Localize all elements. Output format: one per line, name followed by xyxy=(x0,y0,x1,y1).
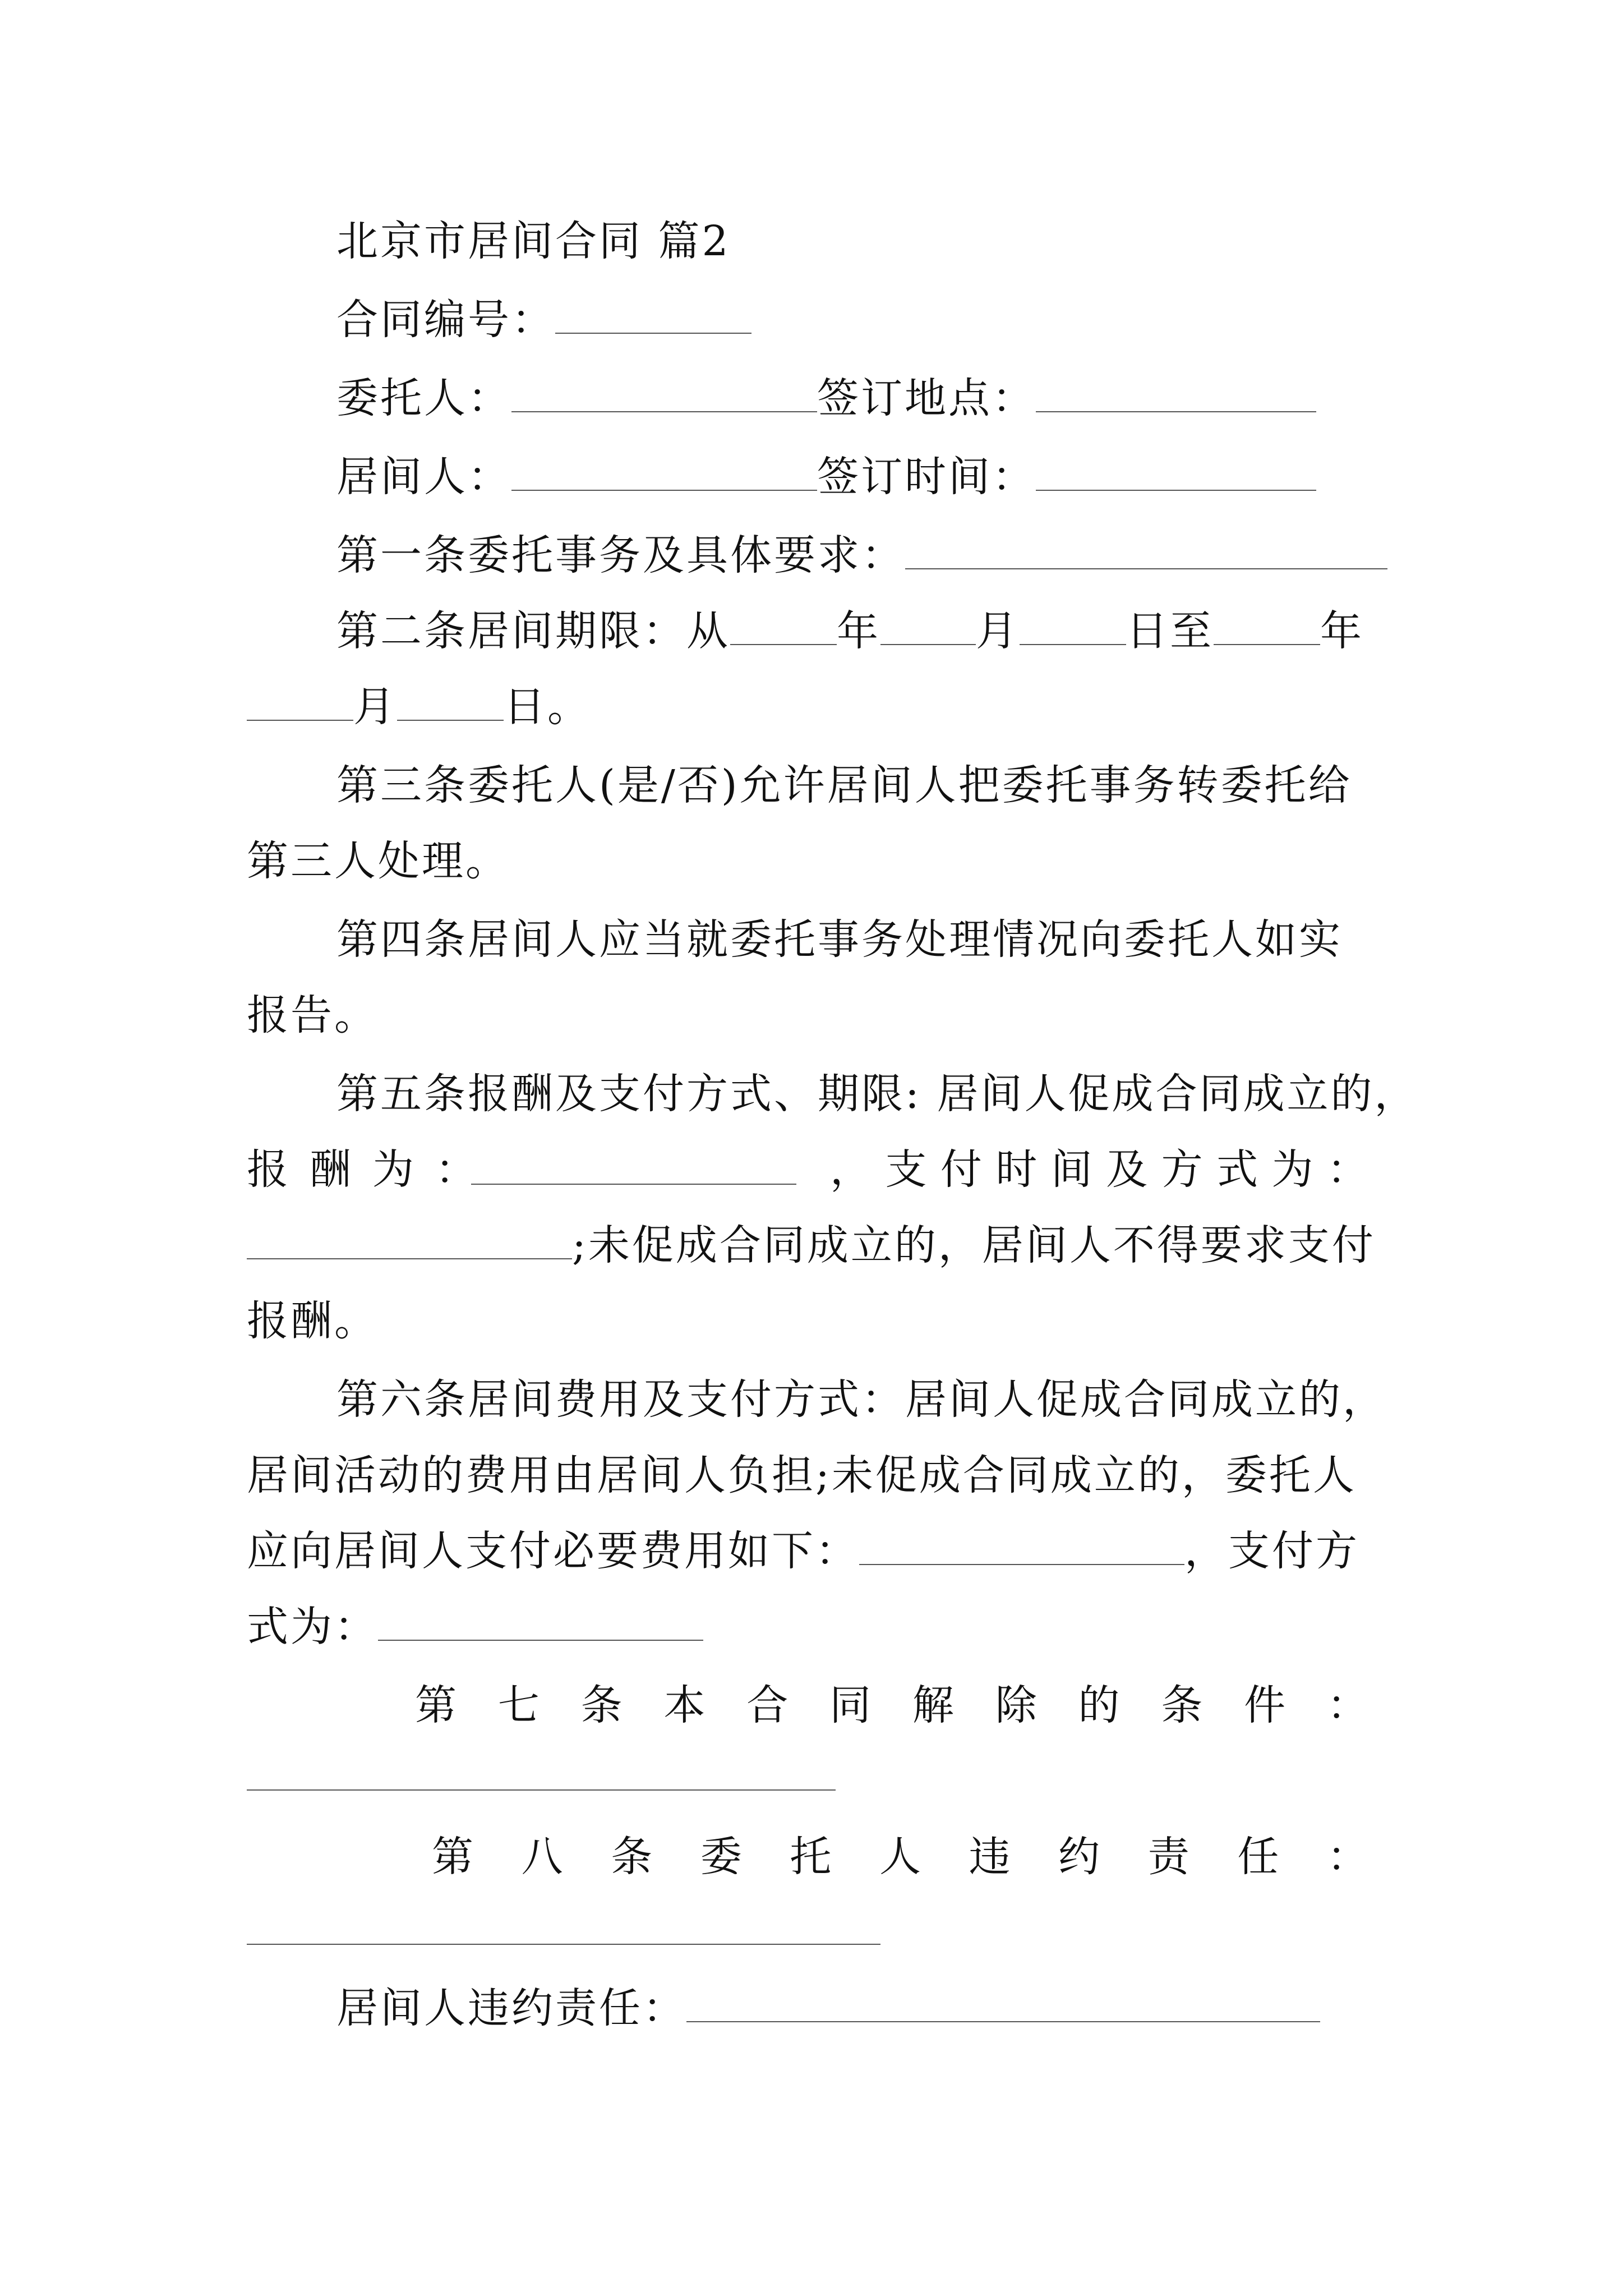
intermediary-blank[interactable] xyxy=(511,453,817,491)
start-month-blank[interactable] xyxy=(880,607,976,645)
char: 七 xyxy=(497,1681,540,1729)
end-day-blank[interactable] xyxy=(397,683,504,721)
char: 解 xyxy=(912,1681,954,1729)
char: 件 xyxy=(1244,1681,1286,1729)
article-4-line-1: 第四条居间人应当就委托事务处理情况向委托人如实 xyxy=(336,915,1343,964)
intermediary-liability-label: 居间人违约责任： xyxy=(336,1984,686,2032)
expense-payment-blank[interactable] xyxy=(378,1603,703,1641)
char: 及 xyxy=(1106,1145,1148,1194)
char: 条 xyxy=(580,1681,623,1729)
char: 条 xyxy=(1161,1681,1203,1729)
char: 支 xyxy=(885,1145,927,1194)
intermediary-liability-blank[interactable] xyxy=(686,1984,1320,2022)
article-5-line-2-tail xyxy=(830,1142,1368,1198)
year-label: 年 xyxy=(837,607,880,655)
article-6-line-4 xyxy=(247,1599,703,1655)
article-5-line-4: 报酬。 xyxy=(247,1297,378,1345)
char: 式 xyxy=(1216,1145,1258,1194)
end-month-blank[interactable] xyxy=(247,683,353,721)
char: 合 xyxy=(746,1681,789,1729)
end-year-blank[interactable] xyxy=(1214,607,1320,645)
article-1 xyxy=(336,527,1387,583)
article-2-line-2 xyxy=(247,679,591,735)
sign-time-label: 签订时间： xyxy=(817,453,1036,501)
char: 方 xyxy=(1161,1145,1203,1194)
article-6-line-1: 第六条居间费用及支付方式：居间人促成合同成立的， xyxy=(336,1375,1386,1424)
char: 本 xyxy=(663,1681,706,1729)
contract-number-line xyxy=(336,292,751,348)
article-1-text: 第一条委托事务及具体要求： xyxy=(336,531,905,579)
principal-line xyxy=(336,370,1316,426)
start-year-blank[interactable] xyxy=(730,607,837,645)
article-6-line-3-tail: ，支付方 xyxy=(1184,1527,1359,1575)
char: ： xyxy=(1326,1833,1368,1881)
article-2-line-1 xyxy=(336,603,1364,659)
char: ， xyxy=(830,1145,872,1194)
char: 违 xyxy=(969,1833,1011,1881)
day-to-label: 日至 xyxy=(1126,607,1214,655)
principal-blank[interactable] xyxy=(511,374,817,412)
char: 第 xyxy=(415,1681,457,1729)
char: ： xyxy=(1326,1681,1368,1729)
article-8-heading xyxy=(432,1829,1368,1885)
expense-blank[interactable] xyxy=(859,1527,1184,1565)
article-5-line-3 xyxy=(247,1217,1376,1273)
intermediary-liability-line xyxy=(336,1980,1320,2036)
char: 报 xyxy=(247,1145,288,1194)
article-5-line-1: 第五条报酬及支付方式、期限: 居间人促成合同成立的， xyxy=(336,1070,1418,1118)
sign-place-label: 签订地点： xyxy=(817,374,1036,422)
intermediary-label: 居间人： xyxy=(336,453,511,501)
article-1-blank[interactable] xyxy=(905,531,1387,569)
char: 为 xyxy=(1271,1145,1313,1194)
char: 责 xyxy=(1147,1833,1189,1881)
char: 为 xyxy=(372,1145,414,1194)
article-6-line-3-text: 应向居间人支付必要费用如下： xyxy=(247,1527,859,1575)
char: 托 xyxy=(790,1833,832,1881)
article-2-text: 第二条居间期限：从 xyxy=(336,607,730,655)
article-7-heading xyxy=(415,1677,1368,1733)
month-label: 月 xyxy=(976,607,1020,655)
end-day-label: 日。 xyxy=(504,683,591,731)
char: 委 xyxy=(700,1833,742,1881)
char: 除 xyxy=(995,1681,1037,1729)
char: 酬 xyxy=(310,1145,351,1194)
sign-place-blank[interactable] xyxy=(1036,374,1316,412)
char: 约 xyxy=(1058,1833,1100,1881)
end-month-label: 月 xyxy=(353,683,397,731)
char: 时 xyxy=(995,1145,1038,1194)
char: 人 xyxy=(879,1833,921,1881)
end-year-label: 年 xyxy=(1320,607,1364,655)
termination-conditions-blank[interactable] xyxy=(247,1789,836,1791)
article-3-line-1: 第三条委托人(是/否)允许居间人把委托事务转委托给 xyxy=(336,761,1352,809)
article-5-line-3-text: ;未促成合同成立的，居间人不得要求支付 xyxy=(572,1221,1376,1269)
article-5-line-2 xyxy=(247,1142,477,1198)
char: 八 xyxy=(521,1833,563,1881)
reward-blank[interactable] xyxy=(471,1184,796,1185)
char: 的 xyxy=(1078,1681,1120,1729)
char: 同 xyxy=(829,1681,872,1729)
contract-number-blank[interactable] xyxy=(555,296,751,334)
article-6-line-4-text: 式为： xyxy=(247,1603,378,1651)
article-6-line-3 xyxy=(247,1523,1359,1579)
payment-method-blank[interactable] xyxy=(247,1221,572,1259)
sign-time-blank[interactable] xyxy=(1036,453,1316,491)
contract-number-label: 合同编号： xyxy=(336,296,555,344)
principal-label: 委托人： xyxy=(336,374,511,422)
char: 付 xyxy=(940,1145,982,1194)
intermediary-line xyxy=(336,449,1316,505)
article-3-line-2: 第三人处理。 xyxy=(247,837,509,885)
start-day-blank[interactable] xyxy=(1020,607,1126,645)
char: 任 xyxy=(1237,1833,1279,1881)
principal-liability-blank[interactable] xyxy=(247,1944,880,1945)
char: ： xyxy=(1326,1145,1368,1194)
char: 间 xyxy=(1050,1145,1092,1194)
document-title: 北京市居间合同 篇2 xyxy=(336,217,731,265)
article-4-line-2: 报告。 xyxy=(247,991,378,1039)
article-6-line-2: 居间活动的费用由居间人负担;未促成合同成立的，委托人 xyxy=(247,1451,1357,1499)
char: ： xyxy=(435,1145,477,1194)
char: 第 xyxy=(432,1833,473,1881)
char: 条 xyxy=(611,1833,653,1881)
